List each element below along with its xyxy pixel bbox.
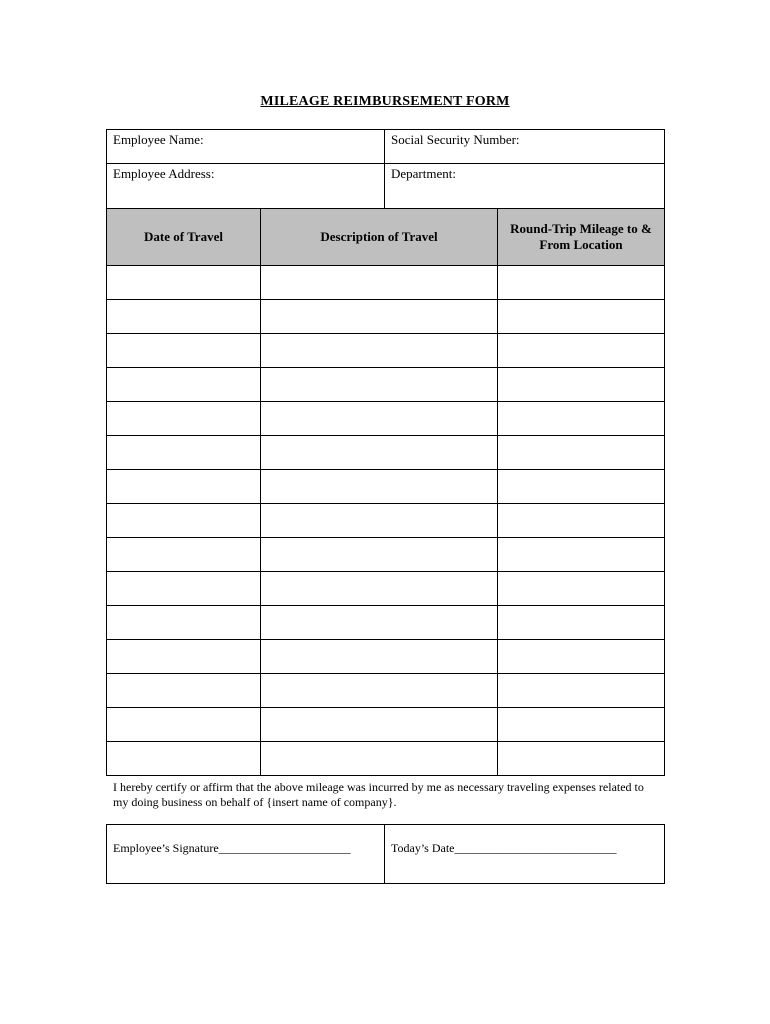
date-cell[interactable] bbox=[107, 708, 261, 742]
table-row bbox=[107, 300, 665, 334]
date-cell[interactable] bbox=[107, 402, 261, 436]
mileage-cell[interactable] bbox=[498, 708, 665, 742]
table-row bbox=[107, 470, 665, 504]
description-cell[interactable] bbox=[261, 266, 498, 300]
employee-info-table bbox=[106, 129, 665, 211]
table-row bbox=[107, 538, 665, 572]
department-field[interactable] bbox=[385, 164, 665, 211]
mileage-cell[interactable] bbox=[498, 266, 665, 300]
table-row bbox=[107, 368, 665, 402]
mileage-cell[interactable] bbox=[498, 368, 665, 402]
employee-address-field[interactable] bbox=[107, 164, 385, 211]
table-row bbox=[107, 402, 665, 436]
mileage-cell[interactable] bbox=[498, 436, 665, 470]
description-cell[interactable] bbox=[261, 572, 498, 606]
date-cell[interactable] bbox=[107, 742, 261, 776]
todays-date-label: Today’s Date___________________________ bbox=[391, 841, 617, 855]
mileage-cell[interactable] bbox=[498, 572, 665, 606]
table-row bbox=[107, 266, 665, 300]
employee-signature-field[interactable] bbox=[107, 825, 385, 884]
date-cell[interactable] bbox=[107, 266, 261, 300]
description-cell[interactable] bbox=[261, 674, 498, 708]
column-header-description: Description of Travel bbox=[261, 209, 498, 266]
mileage-cell[interactable] bbox=[498, 334, 665, 368]
table-row bbox=[107, 640, 665, 674]
date-cell[interactable] bbox=[107, 674, 261, 708]
column-header-date: Date of Travel bbox=[107, 209, 261, 266]
travel-log-header bbox=[107, 209, 665, 266]
signature-table bbox=[106, 824, 665, 884]
table-row bbox=[107, 708, 665, 742]
table-row bbox=[107, 334, 665, 368]
mileage-cell[interactable] bbox=[498, 606, 665, 640]
employee-name-label: Employee Name: bbox=[113, 132, 204, 147]
table-row bbox=[107, 436, 665, 470]
mileage-cell[interactable] bbox=[498, 640, 665, 674]
description-cell[interactable] bbox=[261, 538, 498, 572]
table-row bbox=[107, 742, 665, 776]
column-header-mileage: Round-Trip Mileage to & From Location bbox=[498, 209, 665, 266]
date-cell[interactable] bbox=[107, 334, 261, 368]
description-cell[interactable] bbox=[261, 368, 498, 402]
mileage-cell[interactable] bbox=[498, 300, 665, 334]
date-cell[interactable] bbox=[107, 300, 261, 334]
date-cell[interactable] bbox=[107, 470, 261, 504]
travel-log-table bbox=[106, 208, 665, 776]
date-cell[interactable] bbox=[107, 640, 261, 674]
certification-text: I hereby certify or affirm that the above mileage was incurred by me as necessary traveling expenses related to my doing business on behalf of {insert name of company}. bbox=[113, 780, 644, 809]
description-cell[interactable] bbox=[261, 504, 498, 538]
table-row bbox=[107, 606, 665, 640]
description-cell[interactable] bbox=[261, 742, 498, 776]
description-cell[interactable] bbox=[261, 402, 498, 436]
ssn-field[interactable] bbox=[385, 130, 665, 164]
description-cell[interactable] bbox=[261, 606, 498, 640]
description-cell[interactable] bbox=[261, 300, 498, 334]
table-row bbox=[107, 504, 665, 538]
mileage-cell[interactable] bbox=[498, 674, 665, 708]
employee-signature-label: Employee’s Signature______________________ bbox=[113, 841, 351, 855]
date-cell[interactable] bbox=[107, 368, 261, 402]
date-cell[interactable] bbox=[107, 538, 261, 572]
employee-address-label: Employee Address: bbox=[113, 166, 215, 181]
mileage-cell[interactable] bbox=[498, 742, 665, 776]
description-cell[interactable] bbox=[261, 334, 498, 368]
table-row bbox=[107, 572, 665, 606]
mileage-cell[interactable] bbox=[498, 504, 665, 538]
ssn-label: Social Security Number: bbox=[391, 132, 520, 147]
description-cell[interactable] bbox=[261, 436, 498, 470]
todays-date-field[interactable] bbox=[385, 825, 665, 884]
travel-log-body bbox=[107, 266, 665, 776]
description-cell[interactable] bbox=[261, 470, 498, 504]
date-cell[interactable] bbox=[107, 504, 261, 538]
mileage-cell[interactable] bbox=[498, 538, 665, 572]
description-cell[interactable] bbox=[261, 640, 498, 674]
date-cell[interactable] bbox=[107, 436, 261, 470]
department-label: Department: bbox=[391, 166, 456, 181]
description-cell[interactable] bbox=[261, 708, 498, 742]
table-row bbox=[107, 674, 665, 708]
mileage-cell[interactable] bbox=[498, 402, 665, 436]
employee-name-field[interactable] bbox=[107, 130, 385, 164]
date-cell[interactable] bbox=[107, 572, 261, 606]
mileage-cell[interactable] bbox=[498, 470, 665, 504]
date-cell[interactable] bbox=[107, 606, 261, 640]
form-title: MILEAGE REIMBURSEMENT FORM bbox=[260, 94, 510, 109]
